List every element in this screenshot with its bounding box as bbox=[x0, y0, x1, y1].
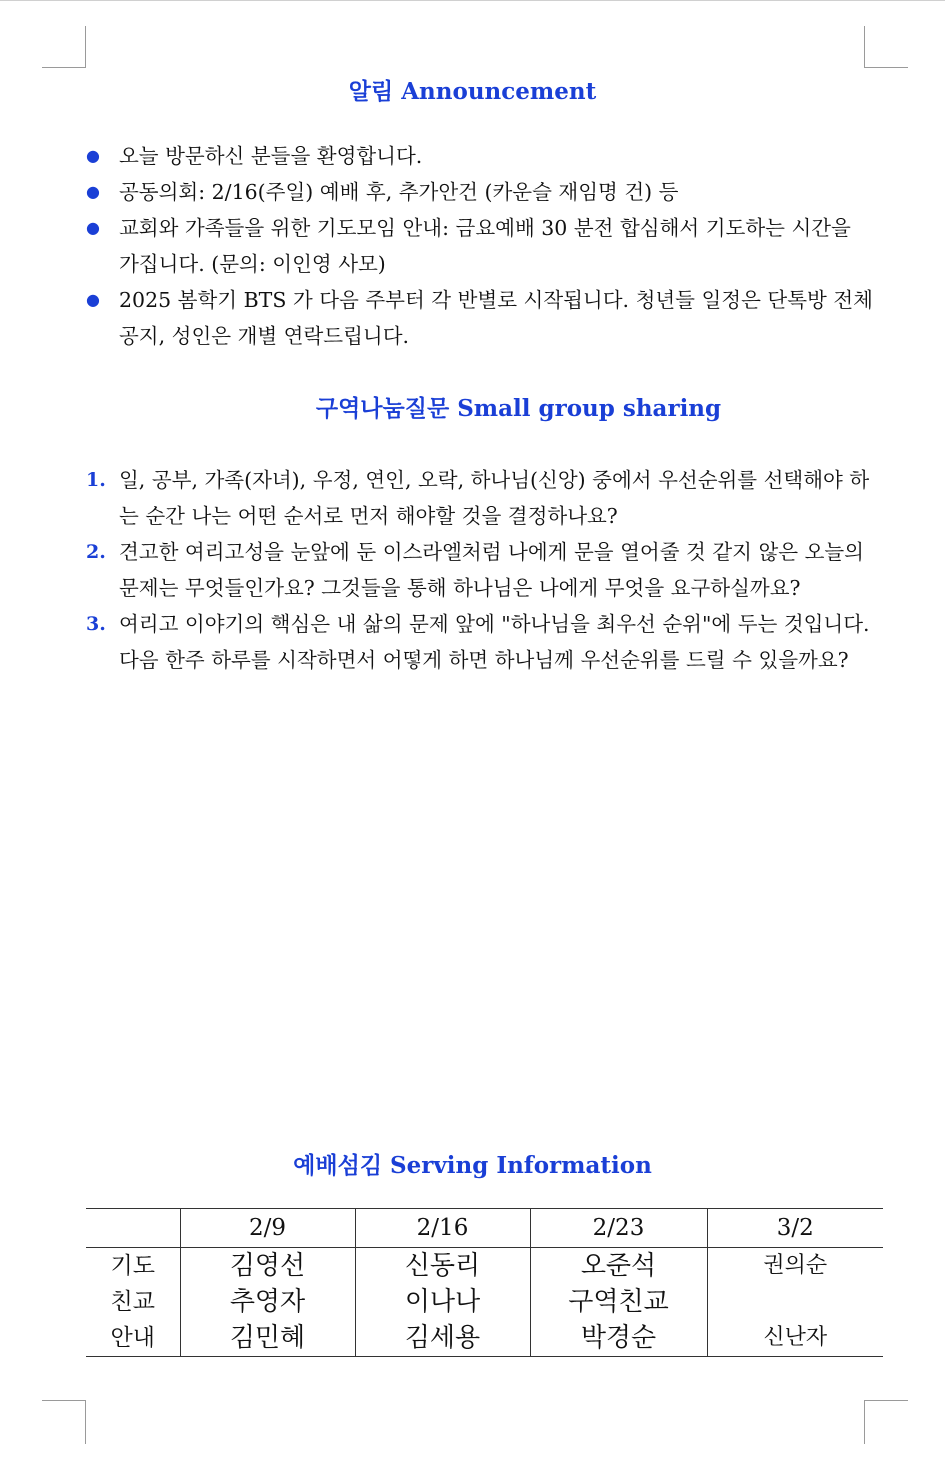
bullet-icon: ● bbox=[86, 218, 100, 237]
crop-mark-bottom-right-h bbox=[864, 1400, 908, 1401]
role-label: 친교 bbox=[110, 1289, 155, 1315]
server-name: 신난자 bbox=[707, 1320, 883, 1357]
announcement-item bbox=[86, 174, 876, 210]
server-name: 이나나 bbox=[355, 1284, 530, 1320]
date-header: 2/23 bbox=[530, 1209, 707, 1248]
announcement-heading: 알림 Announcement bbox=[348, 78, 597, 105]
date-header: 2/9 bbox=[180, 1209, 355, 1248]
announcement-list bbox=[86, 138, 876, 354]
serving-date-row bbox=[86, 1209, 883, 1248]
bullet-icon: ● bbox=[86, 182, 100, 201]
serving-table bbox=[86, 1208, 883, 1357]
announcement-text: 2025 봄학기 BTS 가 다음 주부터 각 반별로 시작됩니다. 청년들 일정은 단톡방 전체공지, 성인은 개별 연락드립니다. bbox=[119, 288, 873, 348]
question-number: 2. bbox=[86, 541, 106, 563]
crop-mark-top-right-v bbox=[864, 26, 865, 68]
sharing-heading: 구역나눔질문 Small group sharing bbox=[315, 395, 722, 422]
role-label: 안내 bbox=[86, 1320, 180, 1357]
server-name: 박경순 bbox=[530, 1320, 707, 1357]
crop-mark-bottom-left-h bbox=[42, 1400, 86, 1401]
server-name: 김세용 bbox=[355, 1320, 530, 1357]
question-number: 1. bbox=[86, 469, 106, 491]
server-name: 권의순 bbox=[707, 1248, 883, 1285]
bullet-icon: ● bbox=[86, 146, 100, 165]
announcement-item bbox=[86, 138, 876, 174]
table-row bbox=[86, 1284, 883, 1320]
crop-mark-bottom-right-v bbox=[864, 1400, 865, 1444]
date-header: 3/2 bbox=[707, 1209, 883, 1248]
server-name: 신동리 bbox=[355, 1248, 530, 1285]
question-text: 일, 공부, 가족(자녀), 우정, 연인, 오락, 하나님(신앙) 중에서 우선순위를 선택해야 하는 순간 나는 어떤 순서로 먼저 해야할 것을 결정하나요? bbox=[119, 468, 870, 528]
sharing-question bbox=[86, 534, 886, 606]
crop-mark-bottom-left-v bbox=[85, 1400, 86, 1444]
question-number: 3. bbox=[86, 613, 106, 635]
announcement-text: 교회와 가족들을 위한 기도모임 안내: 금요예배 30 분전 합심해서 기도하는 시간을 가집니다. (문의: 이인영 사모) bbox=[119, 216, 851, 276]
server-name bbox=[707, 1284, 883, 1320]
announcement-text: 공동의회: 2/16(주일) 예배 후, 추가안건 (카운슬 재임명 건) 등 bbox=[119, 180, 679, 204]
announcement-item bbox=[86, 282, 876, 354]
role-label: 기도 bbox=[110, 1253, 155, 1279]
server-name: 김민혜 bbox=[180, 1320, 355, 1357]
table-row bbox=[86, 1248, 883, 1285]
date-header: 2/16 bbox=[355, 1209, 530, 1248]
crop-mark-top-right-h bbox=[864, 67, 908, 68]
crop-mark-top-left-h bbox=[42, 67, 86, 68]
corner-cell bbox=[86, 1209, 180, 1248]
server-name: 구역친교 bbox=[530, 1284, 707, 1320]
question-text: 견고한 여리고성을 눈앞에 둔 이스라엘처럼 나에게 문을 열어줄 것 같지 않은 오늘의 문제는 무엇들인가요? 그것들을 통해 하나님은 나에게 무엇을 요구하실까요? bbox=[119, 540, 864, 600]
announcement-text: 오늘 방문하신 분들을 환영합니다. bbox=[119, 144, 423, 168]
sharing-question bbox=[86, 462, 886, 534]
serving-heading: 예배섬김 Serving Information bbox=[293, 1152, 652, 1179]
crop-mark-top-left-v bbox=[85, 26, 86, 68]
bullet-icon: ● bbox=[86, 290, 100, 309]
question-text: 여리고 이야기의 핵심은 내 삶의 문제 앞에 "하나님을 최우선 순위"에 두는 것입니다. 다음 한주 하루를 시작하면서 어떻게 하면 하나님께 우선순위를 드릴 수 있을까요? bbox=[119, 612, 870, 672]
server-name: 추영자 bbox=[180, 1284, 355, 1320]
table-row bbox=[86, 1320, 883, 1357]
sharing-question-list bbox=[86, 462, 886, 678]
sharing-question bbox=[86, 606, 886, 678]
server-name: 오준석 bbox=[530, 1248, 707, 1285]
page-top-border bbox=[0, 0, 945, 1]
server-name: 김영선 bbox=[180, 1248, 355, 1285]
announcement-item bbox=[86, 210, 876, 282]
